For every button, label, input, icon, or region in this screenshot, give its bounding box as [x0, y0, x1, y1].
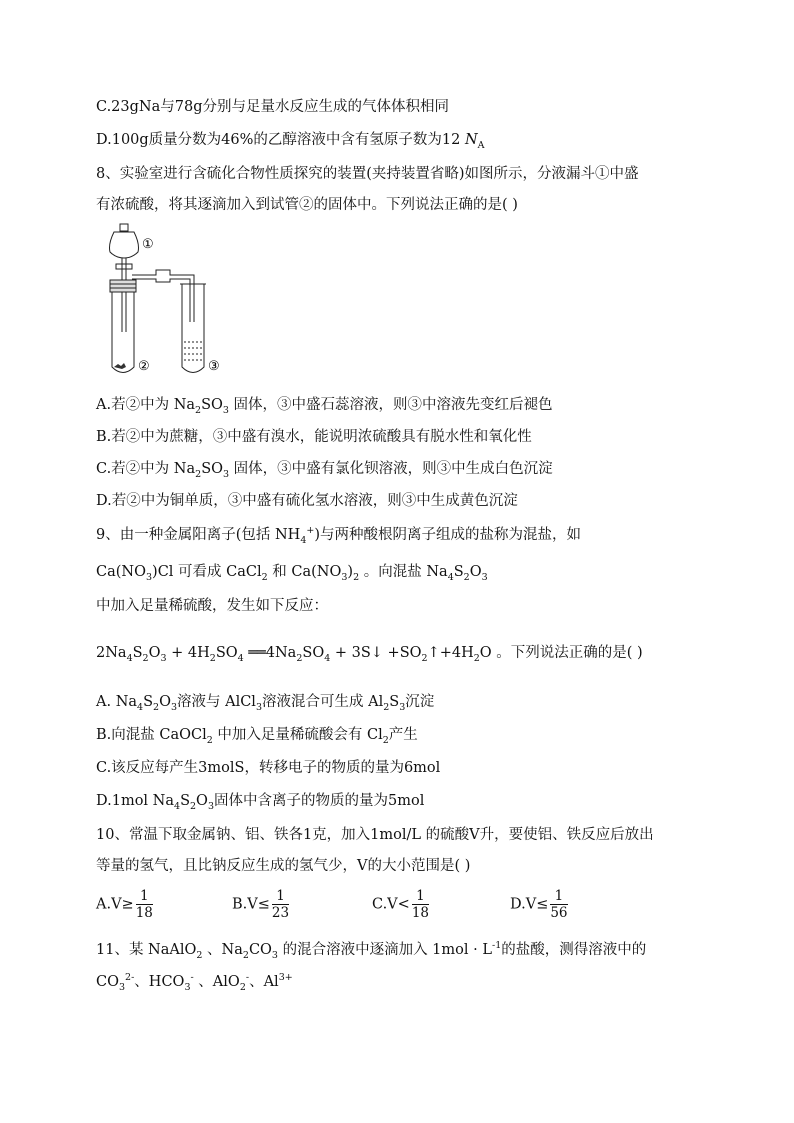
- q7-option-d-sub: A: [477, 139, 485, 151]
- q8-stem-line-1: 8、实验室进行含硫化合物性质探究的装置(夹持装置省略)如图所示，分液漏斗①中盛: [96, 166, 639, 182]
- q11-stem-line-2: $CO_3^{2-}$、$HCO_3^-$ 、AlO$_2$-、$Al^{3+}$: [96, 972, 293, 993]
- q9-option-a: A. $Na_4S_2O_3$溶液与 AlCl$_3$溶液混合可生成 $Al_2S_3$沉淀: [96, 694, 435, 713]
- q10-stem-line-1: 10、常温下取金属钠、铝、铁各1克，加入1mol/L 的硫酸V升，要使铝、铁反应后放出: [96, 827, 654, 843]
- q10-stem-line-2: 等量的氢气，且比钠反应生成的氢气少，V的大小范围是( ): [96, 858, 471, 874]
- q10-option-c: C.V< $\frac{1}{18}$: [372, 888, 429, 921]
- q9-stem-line-3: 中加入足量稀硫酸，发生如下反应：: [96, 598, 328, 614]
- q9-equation: $2Na_4S_2O_3 + 4H_2SO_4$ $══4Na_2SO_4$ + 3S↓ $+SO_2↑+4H_2O$ 。下列说法正确的是( ): [96, 645, 643, 664]
- q9-option-b: B.向混盐 CaOCl$_2$ 中加入足量稀硫酸会有 $Cl_2$产生: [96, 727, 418, 746]
- q7-option-d-na: N: [464, 132, 478, 148]
- label-1: ①: [142, 237, 154, 252]
- q9-option-d: D.1mol $Na_4S_2O_3$固体中含离子的物质的量为5mol: [96, 793, 425, 812]
- q8-option-b: B.若②中为蔗糖，③中盛有溴水，能说明浓硫酸具有脱水性和氧化性: [96, 429, 532, 445]
- solid-in-tube-2: [114, 363, 126, 369]
- funnel-stopcock: [116, 264, 132, 269]
- q8-option-d: D.若②中为铜单质，③中盛有硫化氢水溶液，则③中生成黄色沉淀: [96, 493, 518, 509]
- q7-option-d-text: D.100g质量分数为46%的乙醇溶液中含有氢原子数为12: [96, 132, 461, 148]
- q9-stem-line-2: $Ca(NO_3)Cl$ 可看成 CaCl$_2$ 和 $Ca(NO_3)_2$ 。向混盐 $Na_4S_2O_3$: [96, 564, 488, 583]
- label-3: ③: [208, 359, 220, 374]
- q7-option-c: C.23gNa与78g分别与足量水反应生成的气体体积相同: [96, 99, 449, 115]
- q11-stem-line-1: 11、某 NaAlO$_2$ 、$Na_2CO_3$ 的混合溶液中逐滴加入 $1mol \cdot L^{-1}$的盐酸，测得溶液中的: [96, 940, 647, 961]
- q8-option-c: C.若②中为 $Na_2SO_3$ 固体，③中盛有氯化钡溶液，则③中生成白色沉淀: [96, 461, 553, 480]
- apparatus-diagram: [96, 222, 246, 382]
- label-2: ②: [138, 359, 150, 374]
- q8-option-a: A.若②中为 $Na_2SO_3$ 固体，③中盛石蕊溶液，则③中溶液先变红后褪色: [96, 397, 553, 416]
- q7-option-d: [96, 130, 485, 150]
- q10-option-a: A.V≥ $\frac{1}{18}$: [96, 888, 153, 921]
- q10-option-b: B.V≤ $\frac{1}{23}$: [232, 888, 290, 921]
- test-tube-3: [182, 284, 204, 373]
- funnel-body: [110, 232, 139, 258]
- q8-stem-line-2: 有浓硫酸，将其逐滴加入到试管②的固体中。下列说法正确的是( ): [96, 197, 518, 213]
- q9-stem-line-1: 9、由一种金属阳离子(包括 $NH_4^+$)与两种酸根阴离子组成的盐称为混盐，如: [96, 525, 581, 546]
- test-tube-2: [112, 292, 134, 373]
- q9-option-c: C.该反应每产生3molS，转移电子的物质的量为6mol: [96, 760, 441, 776]
- q10-option-d: D.V≤ $\frac{1}{56}$: [510, 888, 568, 921]
